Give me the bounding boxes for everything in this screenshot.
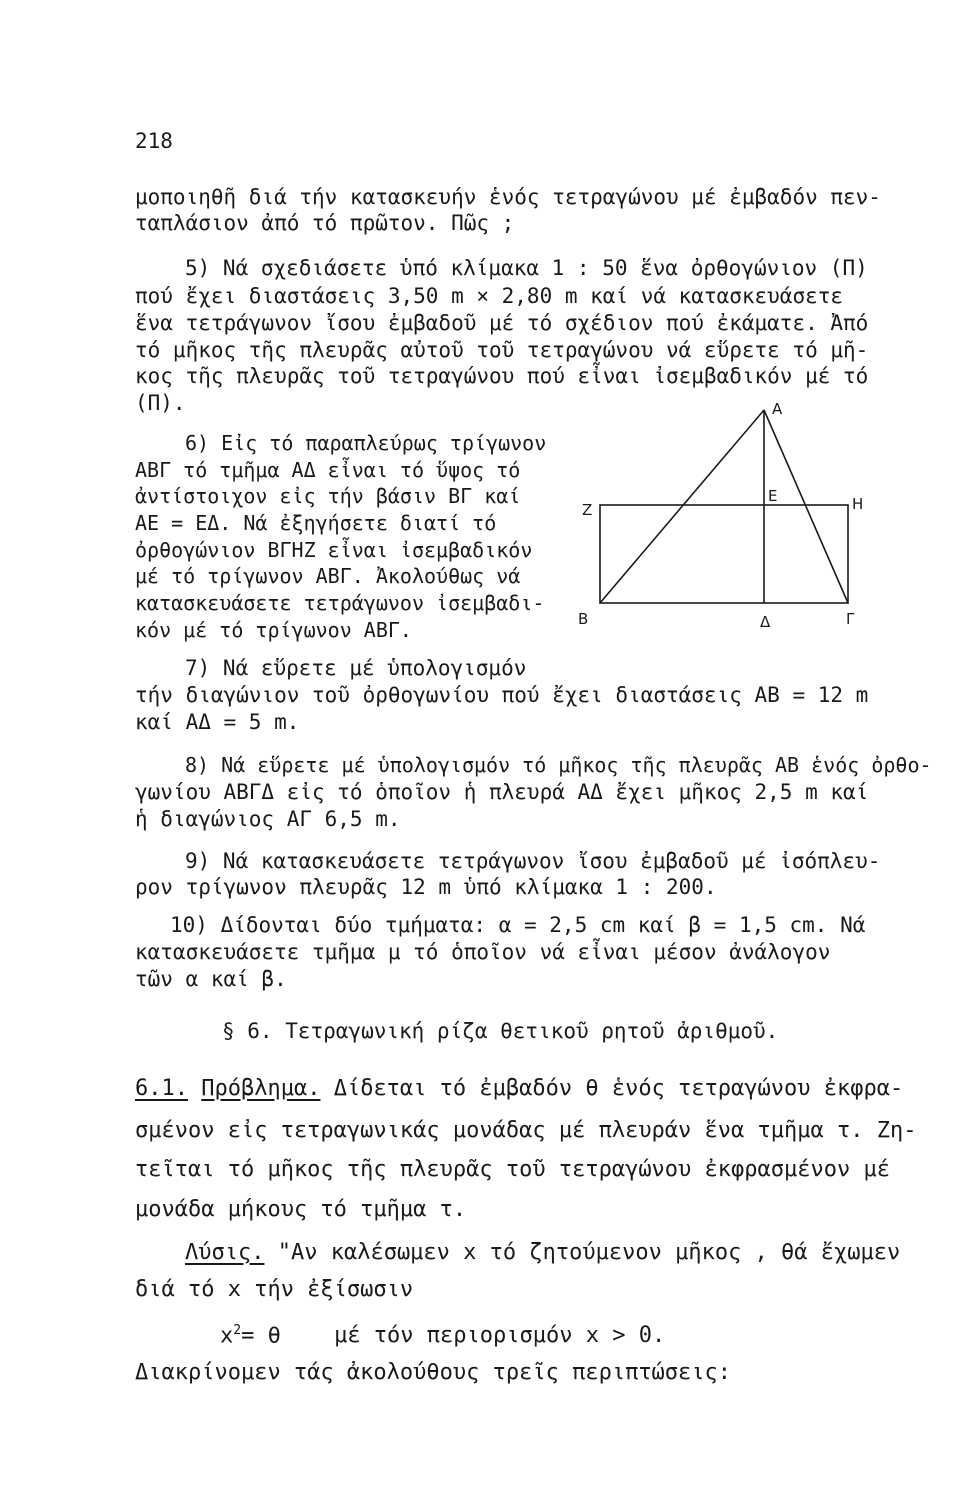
ex6-line-5: ὀρθογώνιον ΒΓΗΖ εἶναι ἰσεμβαδικόν (135, 538, 533, 562)
problem-line-1-text: Δίδεται τό ἐμβαδόν θ ἑνός τετραγώνου ἐκφρα- (333, 1076, 904, 1101)
ex5-line-4: τό μῆκος τῆς πλευρᾶς αὐτοῦ τοῦ τετραγώνου νά εὕρετε τό μῆ- (135, 338, 869, 362)
rectangle-bghz (600, 505, 848, 603)
ex6-line-2: ΑΒΓ τό τμῆμα ΑΔ εἶναι τό ὕψος τό (135, 458, 521, 482)
ex5-line-6: (Π). (135, 391, 186, 415)
ex7-line-3: καί ΑΔ = 5 m. (135, 710, 300, 734)
ex5-line-2: πού ἔχει διαστάσεις 3,50 m × 2,80 m καί νά κατασκευάσετε (135, 284, 844, 308)
ex10-line-2: κατασκευάσετε τμῆμα μ τό ὁποῖον νά εἶναι μέσον ἀνάλογον (135, 940, 831, 964)
ex8-line-1: 8) Νά εὕρετε μέ ὑπολογισμόν τό μῆκος τῆς πλευρᾶς ΑΒ ἑνός ὀρθο- (185, 753, 932, 777)
ex6-line-6: μέ τό τρίγωνον ΑΒΓ. Ἀκολούθως νά (135, 564, 521, 588)
ex8-line-2: γωνίου ΑΒΓΔ εἰς τό ὁποῖον ἡ πλευρά ΑΔ ἔχει μῆκος 2,5 m καί (135, 780, 869, 804)
side-ag (764, 410, 848, 603)
problem-number: 6.1. (135, 1076, 188, 1101)
ex6-line-8: κόν μέ τό τρίγωνον ΑΒΓ. (135, 618, 412, 642)
label-a: Α (772, 400, 783, 418)
ex5-line-1: 5) Νά σχεδιάσετε ὑπό κλίμακα 1 : 50 ἕνα ὀρθογώνιον (Π) (185, 256, 868, 280)
equation-lhs: x (220, 1323, 234, 1349)
equation-line (220, 1318, 665, 1349)
problem-line-2: σμένον εἰς τετραγωνικάς μονάδας μέ πλευράν ἕνα τμῆμα τ. Ζη- (135, 1118, 917, 1143)
solution-line-2: διά τό x τήν ἐξίσωσιν (135, 1277, 414, 1302)
ex10-line-1: 10) Δίδονται δύο τμήματα: α = 2,5 cm καί β = 1,5 cm. Νά (170, 913, 866, 937)
equation-rhs: = θ (241, 1323, 281, 1349)
problem-line-4: μονάδα μήκους τό τμῆμα τ. (135, 1197, 467, 1222)
intro-line-1: μοποιηθῆ διά τήν κατασκευήν ἑνός τετραγώνου μέ ἐμβαδόν πεν- (135, 185, 881, 209)
triangle-rectangle-figure (568, 388, 868, 638)
ex6-line-4: ΑΕ = ΕΔ. Νά ἐξηγήσετε διατί τό (135, 511, 497, 535)
ex6-line-1: 6) Εἰς τό παραπλεύρως τρίγωνον (185, 431, 547, 455)
label-b: Β (578, 610, 589, 628)
label-z: Ζ (582, 501, 593, 519)
equation-condition: μέ τόν περιορισμόν x > 0. (334, 1323, 666, 1349)
problem-line-3: τεῖται τό μῆκος τῆς πλευρᾶς τοῦ τετραγώνου ἐκφρασμένον μέ (135, 1157, 890, 1182)
label-d: Δ (760, 613, 771, 631)
intro-line-2: ταπλάσιον ἀπό τό πρῶτον. Πῶς ; (135, 211, 515, 235)
equation-exponent: 2 (233, 1323, 242, 1338)
ex9-line-1: 9) Νά κατασκευάσετε τετράγωνον ἴσου ἐμβαδοῦ μέ ἰσόπλευ- (185, 849, 881, 873)
page-number: 218 (135, 129, 173, 153)
ex7-line-1: 7) Νά εὕρετε μέ ὑπολογισμόν (185, 656, 527, 680)
ex6-line-7: κατασκευάσετε τετράγωνον ἰσεμβαδι- (135, 591, 545, 615)
label-g: Γ (846, 610, 855, 628)
ex7-line-2: τήν διαγώνιον τοῦ ὀρθογωνίου πού ἔχει διαστάσεις ΑΒ = 12 m (135, 683, 869, 707)
solution-line-1-text: "Αν καλέσωμεν x τό ζητούμενον μῆκος , θά ἔχωμεν (277, 1240, 901, 1265)
ex5-line-5: κος τῆς πλευρᾶς τοῦ τετραγώνου πού εἶναι ἰσεμβαδικόν μέ τό (135, 364, 869, 388)
ex6-line-3: ἀντίστοιχον εἰς τήν βάσιν ΒΓ καί (135, 484, 521, 508)
problem-label: Πρόβλημα. (201, 1076, 321, 1101)
ex9-line-2: ρον τρίγωνον πλευρᾶς 12 m ὑπό κλίμακα 1 : 200. (135, 875, 717, 899)
ex5-line-3: ἕνα τετράγωνον ἴσου ἐμβαδοῦ μέ τό σχέδιον πού ἐκάματε. Ἀπό (135, 311, 869, 335)
section-title: § 6. Τετραγωνική ρίζα θετικοῦ ρητοῦ ἀριθμοῦ. (222, 1019, 779, 1043)
label-e: Ε (768, 487, 778, 505)
ex8-line-3: ἡ διαγώνιος ΑΓ 6,5 m. (135, 807, 401, 831)
solution-line-4: Διακρίνομεν τάς ἀκολούθους τρεῖς περιπτώσεις: (135, 1360, 732, 1385)
ex10-line-3: τῶν α καί β. (135, 967, 287, 991)
solution-line-1 (185, 1240, 900, 1266)
label-h: Η (852, 495, 864, 513)
side-ab (600, 410, 764, 603)
solution-label: Λύσις. (185, 1240, 265, 1265)
problem-line-1 (135, 1076, 903, 1102)
